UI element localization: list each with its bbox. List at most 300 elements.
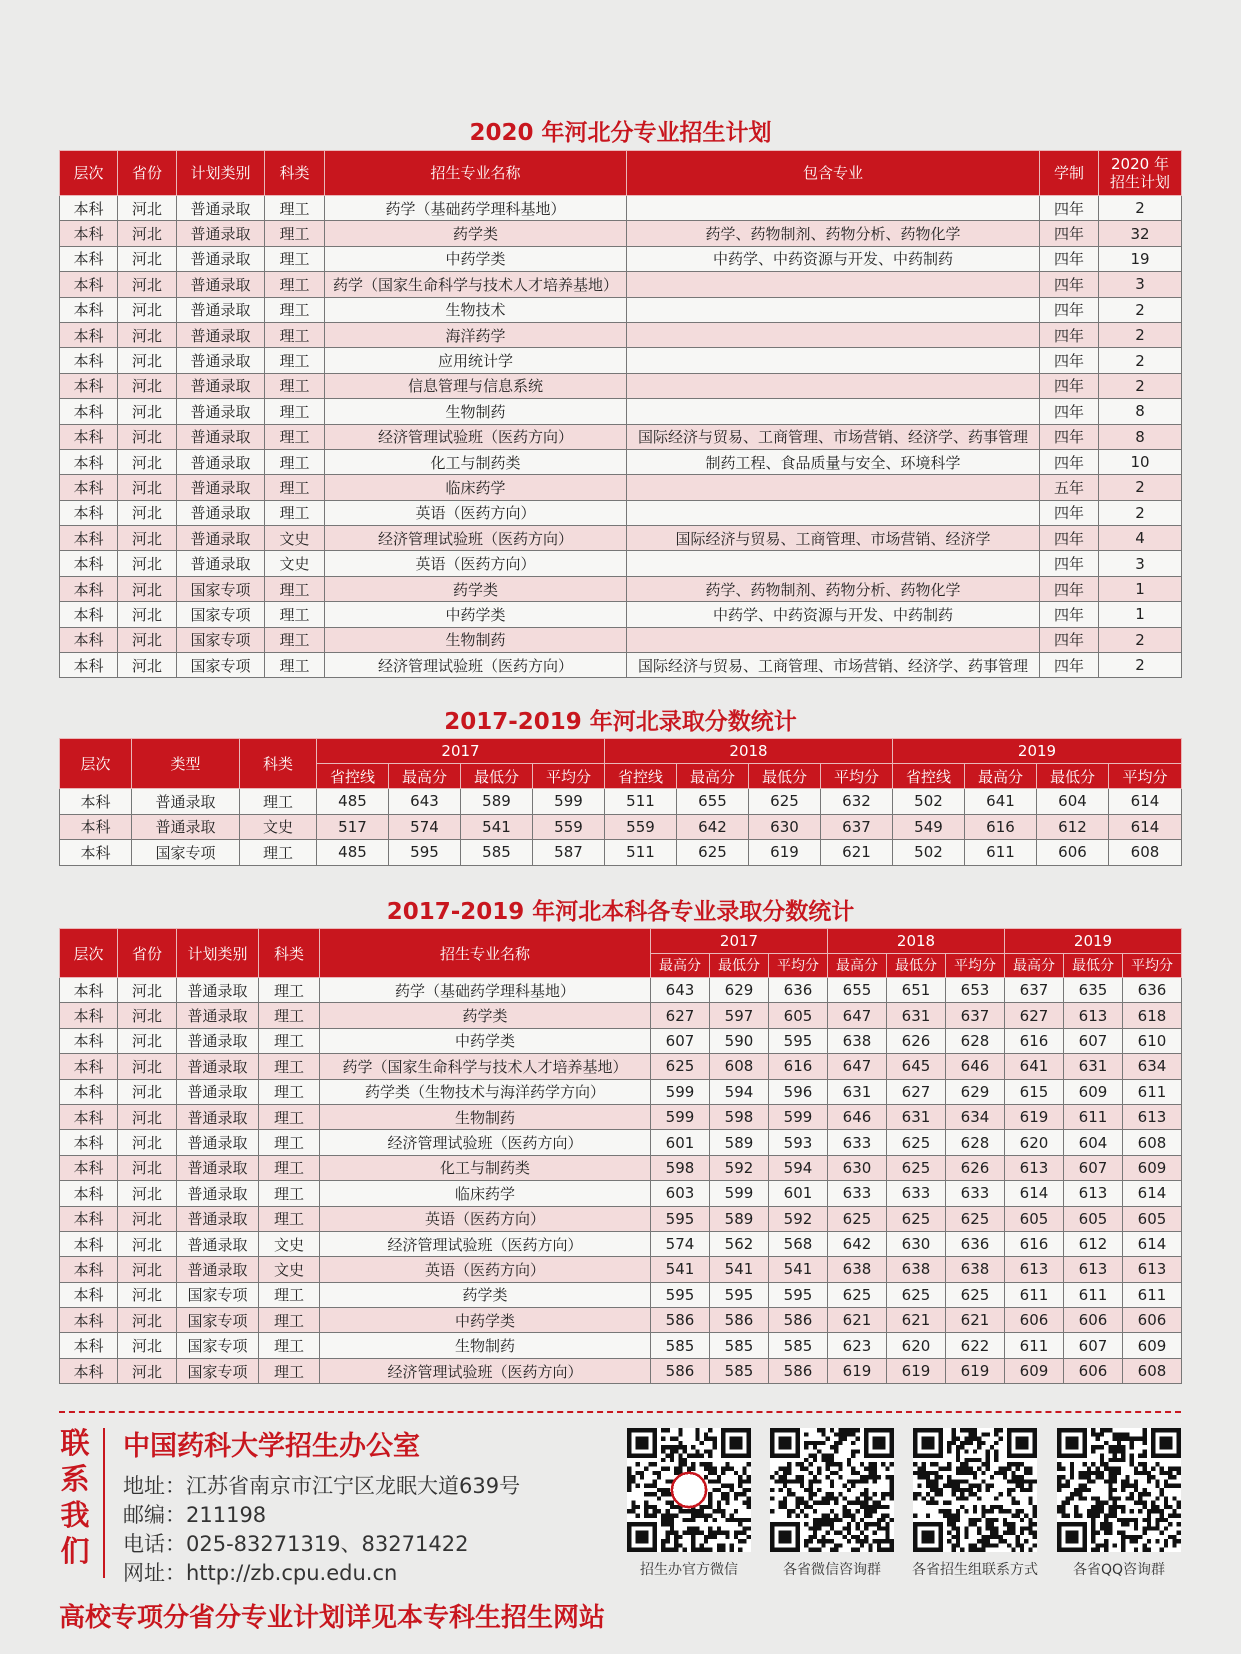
table-cell: 601: [769, 1181, 828, 1206]
table-cell: 生物制药: [320, 1104, 651, 1129]
table-cell: 河北: [118, 1308, 177, 1333]
table-cell: [627, 475, 1040, 500]
table-cell: 国际经济与贸易、工商管理、市场营销、经济学: [627, 526, 1040, 551]
table-cell: [627, 500, 1040, 525]
table-cell: 中药学、中药资源与开发、中药制药: [627, 246, 1040, 271]
table-cell: [627, 297, 1040, 322]
table-cell: 610: [1123, 1028, 1182, 1053]
table-cell: 四年: [1040, 272, 1099, 297]
table-cell: 河北: [118, 373, 177, 398]
table-cell: 本科: [60, 602, 118, 627]
table-cell: 607: [1064, 1028, 1123, 1053]
table-cell: 普通录取: [177, 272, 265, 297]
table-cell: 621: [887, 1308, 946, 1333]
table-cell: 3: [1099, 551, 1182, 576]
table-cell: 理工: [265, 424, 325, 449]
table-cell: [627, 373, 1040, 398]
table-cell: 618: [1123, 1003, 1182, 1028]
table-cell: 541: [710, 1257, 769, 1282]
table-cell: 619: [946, 1358, 1005, 1383]
table-cell: 594: [710, 1079, 769, 1104]
table-cell: 国家专项: [177, 653, 265, 678]
subcolumn-header: 最低分: [461, 764, 533, 789]
table-row: [60, 653, 1182, 678]
contact-divider: [103, 1428, 105, 1578]
table-cell: 633: [946, 1181, 1005, 1206]
table-cell: 638: [946, 1257, 1005, 1282]
table-cell: [627, 627, 1040, 652]
table-cell: 613: [1064, 1181, 1123, 1206]
table-cell: 625: [887, 1155, 946, 1180]
table-cell: 627: [1005, 1003, 1064, 1028]
table-cell: 文史: [265, 526, 325, 551]
table-cell: 普通录取: [177, 1155, 259, 1180]
table-cell: 生物制药: [320, 1333, 651, 1358]
table-cell: 四年: [1040, 602, 1099, 627]
table-cell: 河北: [118, 322, 177, 347]
table-cell: 2: [1099, 297, 1182, 322]
table-cell: 485: [317, 789, 389, 815]
table-row: [60, 1358, 1182, 1383]
table-cell: 普通录取: [177, 196, 265, 221]
table-cell: 605: [1005, 1206, 1064, 1231]
table-cell: 608: [710, 1054, 769, 1079]
table-cell: 中药学类: [320, 1028, 651, 1053]
table-cell: 589: [710, 1130, 769, 1155]
qr-code-recruit-contacts: [913, 1428, 1037, 1552]
table-cell: 633: [887, 1181, 946, 1206]
table-cell: 普通录取: [177, 1206, 259, 1231]
table-cell: 四年: [1040, 449, 1099, 474]
table-cell: 普通录取: [177, 449, 265, 474]
table-cell: 606: [1123, 1308, 1182, 1333]
table-cell: 32: [1099, 221, 1182, 246]
table-cell: 文史: [265, 551, 325, 576]
table-cell: 本科: [60, 424, 118, 449]
table-cell: 临床药学: [320, 1181, 651, 1206]
table-cell: 本科: [60, 526, 118, 551]
table-cell: 药学、药物制剂、药物分析、药物化学: [627, 576, 1040, 601]
table-cell: 理工: [265, 196, 325, 221]
table-row: [60, 1181, 1182, 1206]
admission-scores-table: [59, 738, 1182, 866]
table-cell: 河北: [118, 978, 177, 1003]
table-cell: 625: [828, 1206, 887, 1231]
table-cell: 本科: [60, 272, 118, 297]
table-cell: 理工: [259, 1003, 320, 1028]
table-cell: 本科: [60, 373, 118, 398]
table-cell: 614: [1109, 789, 1182, 815]
table-cell: 河北: [118, 449, 177, 474]
table-cell: 625: [651, 1054, 710, 1079]
table-cell: 614: [1005, 1181, 1064, 1206]
table-cell: 普通录取: [177, 1130, 259, 1155]
table-cell: 国家专项: [177, 1358, 259, 1383]
address: 地址：江苏省南京市江宁区龙眠大道639号: [123, 1474, 521, 1498]
table-row: [60, 1130, 1182, 1155]
table-cell: 应用统计学: [325, 348, 627, 373]
table-cell: 河北: [118, 297, 177, 322]
table-cell: [627, 348, 1040, 373]
table-cell: 四年: [1040, 424, 1099, 449]
table-cell: [627, 551, 1040, 576]
table-cell: 四年: [1040, 627, 1099, 652]
table-cell: 四年: [1040, 551, 1099, 576]
table-cell: 本科: [60, 789, 132, 815]
column-header: 招生专业名称: [325, 151, 627, 196]
table-cell: 606: [1005, 1308, 1064, 1333]
table-cell: 河北: [118, 500, 177, 525]
table-cell: 普通录取: [177, 373, 265, 398]
table-cell: 599: [533, 789, 605, 815]
table-cell: 619: [749, 840, 821, 866]
table-cell: 河北: [118, 1333, 177, 1358]
table-cell: 本科: [60, 1079, 118, 1104]
table-cell: 606: [1064, 1358, 1123, 1383]
table-cell: 604: [1037, 789, 1109, 815]
table-cell: 经济管理试验班（医药方向）: [320, 1231, 651, 1256]
table-cell: 普通录取: [177, 500, 265, 525]
table-cell: 655: [677, 789, 749, 815]
table-cell: 595: [651, 1206, 710, 1231]
table-cell: 562: [710, 1231, 769, 1256]
table-cell: 经济管理试验班（医药方向）: [320, 1130, 651, 1155]
majors-title: 2017-2019 年河北本科各专业录取分数统计: [386, 899, 855, 925]
table-cell: 607: [651, 1028, 710, 1053]
table-cell: 本科: [60, 399, 118, 424]
table-cell: 本科: [60, 1257, 118, 1282]
phone: 电话：025-83271319、83271422: [123, 1532, 469, 1556]
table-cell: [627, 399, 1040, 424]
table-cell: 理工: [259, 1079, 320, 1104]
table-cell: 河北: [118, 526, 177, 551]
table-row: [60, 297, 1182, 322]
table-cell: 616: [965, 814, 1037, 840]
table-cell: 理工: [259, 1333, 320, 1358]
table-cell: 586: [769, 1308, 828, 1333]
table-row: [60, 814, 1182, 840]
table-cell: 592: [769, 1206, 828, 1231]
table-cell: 585: [769, 1333, 828, 1358]
table-cell: 四年: [1040, 221, 1099, 246]
table-cell: 河北: [118, 1054, 177, 1079]
table-cell: 药学类: [325, 221, 627, 246]
table-cell: 631: [887, 1003, 946, 1028]
table-row: [60, 576, 1182, 601]
table-row: [60, 1028, 1182, 1053]
table-cell: 本科: [60, 814, 132, 840]
table-cell: 本科: [60, 978, 118, 1003]
table-cell: 611: [1123, 1079, 1182, 1104]
subcolumn-header: 最低分: [1064, 953, 1123, 978]
table-cell: 643: [389, 789, 461, 815]
table-cell: 8: [1099, 399, 1182, 424]
table-cell: 文史: [259, 1231, 320, 1256]
table-cell: 普通录取: [177, 399, 265, 424]
table-cell: 药学（国家生命科学与技术人才培养基地）: [325, 272, 627, 297]
table-cell: 599: [651, 1104, 710, 1129]
table-cell: 普通录取: [177, 1054, 259, 1079]
office-name: 中国药科大学招生办公室: [123, 1431, 420, 1462]
table-cell: 2: [1099, 627, 1182, 652]
table-cell: 普通录取: [132, 789, 240, 815]
table-cell: 河北: [118, 348, 177, 373]
table-cell: 四年: [1040, 373, 1099, 398]
table-cell: 653: [946, 978, 1005, 1003]
table-cell: 文史: [240, 814, 317, 840]
table-cell: 普通录取: [177, 1028, 259, 1053]
table-cell: 理工: [240, 840, 317, 866]
subcolumn-header: 最高分: [828, 953, 887, 978]
subcolumn-header: 平均分: [946, 953, 1005, 978]
column-header: 层次: [60, 151, 118, 196]
table-cell: 586: [769, 1358, 828, 1383]
table-cell: 628: [946, 1130, 1005, 1155]
table-cell: 586: [710, 1308, 769, 1333]
table-cell: 本科: [60, 627, 118, 652]
table-cell: 普通录取: [177, 1003, 259, 1028]
table-cell: 613: [1005, 1257, 1064, 1282]
table-cell: 609: [1123, 1155, 1182, 1180]
table-cell: 国家专项: [177, 1333, 259, 1358]
table-cell: 四年: [1040, 399, 1099, 424]
table-row: [60, 246, 1182, 271]
table-cell: 普通录取: [177, 1257, 259, 1282]
table-cell: 613: [1005, 1155, 1064, 1180]
year-header: 2017: [651, 929, 828, 954]
column-header: 学制: [1040, 151, 1099, 196]
table-cell: 619: [887, 1358, 946, 1383]
table-cell: 625: [946, 1206, 1005, 1231]
column-header: 层次: [60, 929, 118, 978]
table-cell: 10: [1099, 449, 1182, 474]
subcolumn-header: 平均分: [1109, 764, 1182, 789]
table-cell: 理工: [265, 500, 325, 525]
table-cell: 普通录取: [177, 246, 265, 271]
table-row: [60, 1206, 1182, 1231]
table-cell: 国家专项: [177, 602, 265, 627]
table-row: [60, 789, 1182, 815]
table-cell: 药学、药物制剂、药物分析、药物化学: [627, 221, 1040, 246]
table-cell: 理工: [265, 348, 325, 373]
table-cell: 598: [710, 1104, 769, 1129]
table-cell: 药学（基础药学理科基地）: [325, 196, 627, 221]
table-cell: 611: [965, 840, 1037, 866]
table-cell: 638: [887, 1257, 946, 1282]
table-cell: 634: [1123, 1054, 1182, 1079]
table-cell: 626: [887, 1028, 946, 1053]
table-cell: 本科: [60, 196, 118, 221]
table-cell: 理工: [265, 373, 325, 398]
table-cell: 普通录取: [177, 551, 265, 576]
table-cell: 621: [828, 1308, 887, 1333]
table-cell: 普通录取: [177, 322, 265, 347]
table-cell: 理工: [265, 399, 325, 424]
table-cell: 理工: [265, 322, 325, 347]
table-row: [60, 196, 1182, 221]
table-cell: 中药学类: [320, 1308, 651, 1333]
year-header: 2019: [893, 739, 1182, 764]
table-cell: 631: [887, 1104, 946, 1129]
website-link[interactable]: 网址：http://zb.cpu.edu.cn: [123, 1561, 398, 1585]
table-cell: 本科: [60, 1358, 118, 1383]
table-cell: 中药学类: [325, 246, 627, 271]
table-cell: 589: [710, 1206, 769, 1231]
table-cell: 海洋药学: [325, 322, 627, 347]
table-cell: 理工: [265, 246, 325, 271]
footer-note: 高校专项分省分专业计划详见本专科生招生网站: [59, 1603, 606, 1633]
table-cell: 517: [317, 814, 389, 840]
subcolumn-header: 最低分: [1037, 764, 1109, 789]
table-cell: 625: [749, 789, 821, 815]
table-cell: 理工: [259, 1155, 320, 1180]
table-cell: 641: [965, 789, 1037, 815]
table-cell: 本科: [60, 475, 118, 500]
table-cell: 629: [710, 978, 769, 1003]
table-cell: 河北: [118, 1155, 177, 1180]
table-cell: 河北: [118, 1257, 177, 1282]
table-cell: 502: [893, 840, 965, 866]
table-cell: 559: [605, 814, 677, 840]
column-header: 招生专业名称: [320, 929, 651, 978]
table-cell: 645: [887, 1054, 946, 1079]
table-cell: 普通录取: [177, 526, 265, 551]
table-cell: 本科: [60, 1130, 118, 1155]
table-cell: 601: [651, 1130, 710, 1155]
table-cell: 605: [1064, 1206, 1123, 1231]
table-cell: 河北: [118, 602, 177, 627]
qr-code-wechat-official: [627, 1428, 751, 1552]
table-cell: 河北: [118, 1003, 177, 1028]
table-cell: 620: [1005, 1130, 1064, 1155]
table-cell: 3: [1099, 272, 1182, 297]
table-cell: 630: [887, 1231, 946, 1256]
table-row: [60, 272, 1182, 297]
table-cell: 河北: [118, 424, 177, 449]
qr-caption: 各省微信咨询群: [783, 1562, 881, 1578]
table-cell: 646: [828, 1104, 887, 1129]
table-cell: 609: [1064, 1079, 1123, 1104]
table-cell: 541: [461, 814, 533, 840]
table-row: [60, 1231, 1182, 1256]
table-cell: 河北: [118, 653, 177, 678]
table-cell: 612: [1037, 814, 1109, 840]
table-row: [60, 551, 1182, 576]
year-header: 2018: [828, 929, 1005, 954]
table-cell: 641: [1005, 1054, 1064, 1079]
table-cell: 四年: [1040, 653, 1099, 678]
table-cell: 普通录取: [177, 221, 265, 246]
table-cell: 636: [1123, 978, 1182, 1003]
table-cell: 633: [828, 1130, 887, 1155]
table-cell: 中药学、中药资源与开发、中药制药: [627, 602, 1040, 627]
table-cell: 河北: [118, 1028, 177, 1053]
table-cell: 8: [1099, 424, 1182, 449]
table-cell: 四年: [1040, 196, 1099, 221]
section-divider: [59, 1411, 1181, 1413]
table-cell: 626: [946, 1155, 1005, 1180]
table-cell: 理工: [259, 1181, 320, 1206]
column-header: 省份: [118, 151, 177, 196]
year-header: 2017: [317, 739, 605, 764]
table-cell: 本科: [60, 1054, 118, 1079]
table-cell: 河北: [118, 475, 177, 500]
table-cell: 615: [1005, 1079, 1064, 1104]
table-cell: 599: [651, 1079, 710, 1104]
table-cell: 理工: [265, 221, 325, 246]
table-cell: 2: [1099, 373, 1182, 398]
table-cell: 637: [946, 1003, 1005, 1028]
table-cell: 599: [710, 1181, 769, 1206]
table-cell: 本科: [60, 840, 132, 866]
table-row: [60, 1333, 1182, 1358]
table-cell: 临床药学: [325, 475, 627, 500]
table-cell: 613: [1123, 1104, 1182, 1129]
table-cell: 630: [749, 814, 821, 840]
table-cell: 559: [533, 814, 605, 840]
table-cell: 605: [1123, 1206, 1182, 1231]
table-cell: 1: [1099, 576, 1182, 601]
table-cell: 药学类: [320, 1282, 651, 1307]
table-cell: 生物技术: [325, 297, 627, 322]
table-cell: 2: [1099, 653, 1182, 678]
table-cell: 本科: [60, 1104, 118, 1129]
table-cell: 理工: [265, 297, 325, 322]
table-cell: 625: [828, 1282, 887, 1307]
table-cell: 614: [1123, 1231, 1182, 1256]
column-header: 科类: [265, 151, 325, 196]
table-row: [60, 602, 1182, 627]
table-cell: 638: [828, 1028, 887, 1053]
table-cell: 河北: [118, 1130, 177, 1155]
table-cell: 英语（医药方向）: [325, 500, 627, 525]
table-cell: 河北: [118, 551, 177, 576]
table-cell: 经济管理试验班（医药方向）: [325, 424, 627, 449]
table-cell: 2: [1099, 475, 1182, 500]
table-cell: 国家专项: [177, 1282, 259, 1307]
subcolumn-header: 最高分: [965, 764, 1037, 789]
table-row: [60, 475, 1182, 500]
table-cell: 608: [1123, 1358, 1182, 1383]
table-cell: 理工: [265, 449, 325, 474]
table-cell: 613: [1064, 1003, 1123, 1028]
table-cell: 607: [1064, 1333, 1123, 1358]
table-row: [60, 500, 1182, 525]
subcolumn-header: 最低分: [887, 953, 946, 978]
table-cell: 制药工程、食品质量与安全、环境科学: [627, 449, 1040, 474]
table-cell: 585: [710, 1358, 769, 1383]
table-row: [60, 1054, 1182, 1079]
table-cell: 628: [946, 1028, 1005, 1053]
table-cell: 631: [828, 1079, 887, 1104]
subcolumn-header: 平均分: [1123, 953, 1182, 978]
table-cell: 607: [1064, 1155, 1123, 1180]
scores-title: 2017-2019 年河北录取分数统计: [444, 709, 797, 735]
table-cell: 本科: [60, 576, 118, 601]
table-cell: 599: [769, 1104, 828, 1129]
table-cell: 国家专项: [132, 840, 240, 866]
table-cell: 河北: [118, 576, 177, 601]
table-cell: 586: [651, 1358, 710, 1383]
table-cell: 637: [821, 814, 893, 840]
table-cell: 本科: [60, 1308, 118, 1333]
table-cell: 646: [946, 1054, 1005, 1079]
table-cell: 药学类（生物技术与海洋药学方向）: [320, 1079, 651, 1104]
column-header: 计划类别: [177, 929, 259, 978]
table-cell: 637: [1005, 978, 1064, 1003]
table-cell: 国际经济与贸易、工商管理、市场营销、经济学、药事管理: [627, 653, 1040, 678]
table-cell: 634: [946, 1104, 1005, 1129]
